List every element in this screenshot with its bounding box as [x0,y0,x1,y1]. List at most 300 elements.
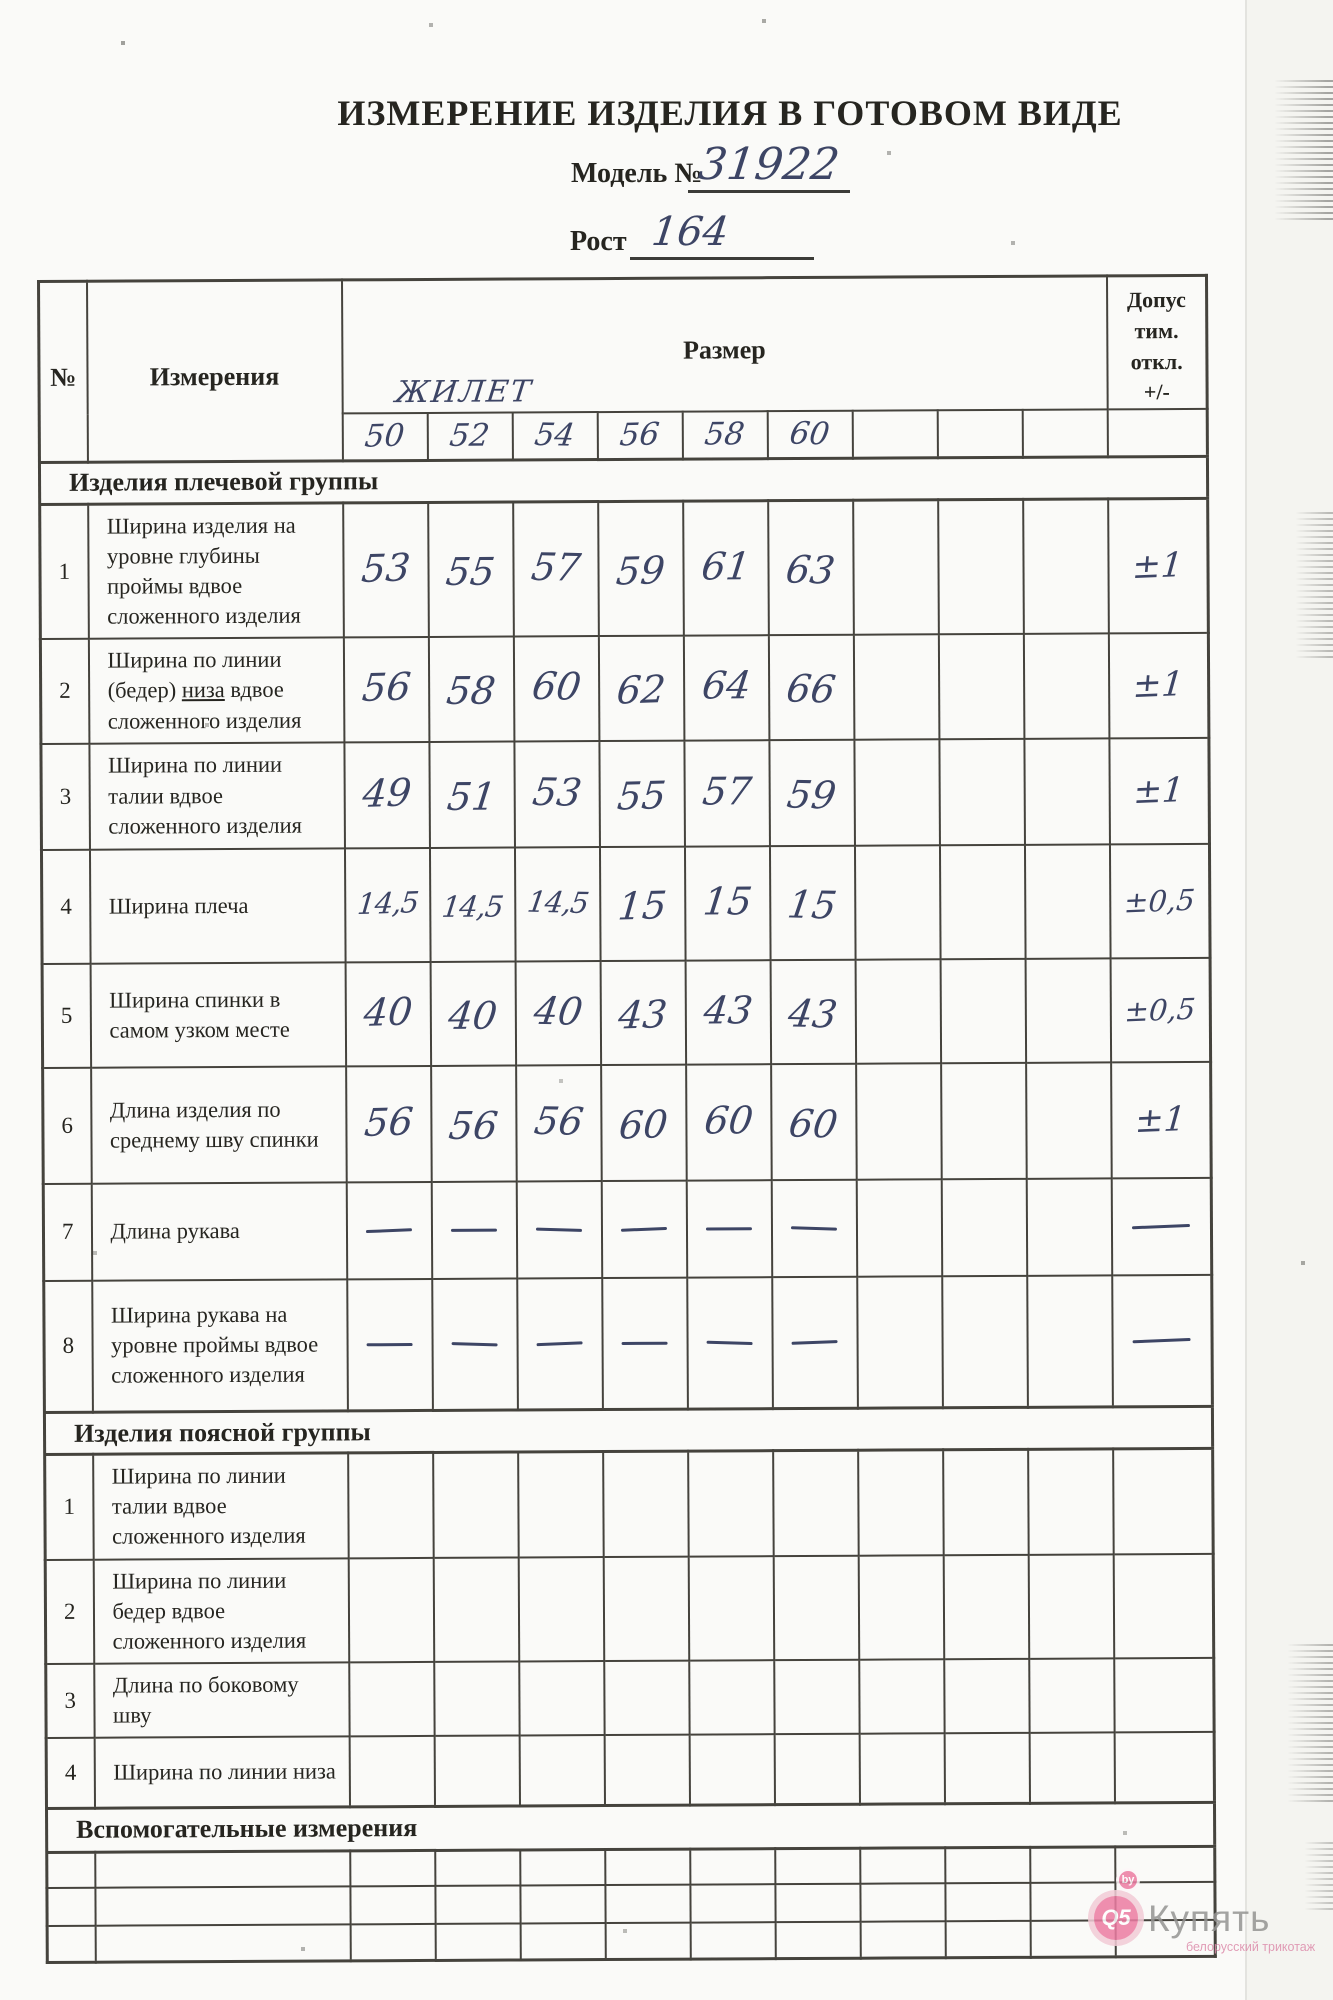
empty-value-cell [773,1555,859,1660]
tolerance-cell [1114,1732,1214,1803]
row-number: 7 [43,1183,92,1280]
empty-value-cell [603,1451,689,1556]
measurement-value-cell [517,1278,603,1410]
measurement-label [92,1279,348,1412]
empty-value-cell [854,845,940,959]
size-header-label: Размер [682,334,766,365]
size-value-handwritten: 54 [532,417,578,455]
measurement-label-text: Длина рукава [110,1218,240,1244]
empty-value-cell [688,1556,774,1661]
measurement-value-cell [428,502,514,638]
row-number: 2 [40,639,89,744]
row-number [47,1926,95,1962]
empty-value-cell [1027,1275,1113,1407]
measurement-label-text: Длина изделия по среднему шву спинки [109,1096,319,1153]
measurement-value-cell [346,1182,432,1279]
empty-value-cell [1030,1847,1115,1883]
size-empty-cell [1022,410,1107,457]
size-value-handwritten: 50 [363,417,407,456]
tolerance-cell [1108,498,1209,634]
measurement-value-cell [687,1277,773,1409]
dash-mark-handwritten [536,1228,582,1232]
empty-value-cell [349,1662,434,1737]
dash-mark-handwritten [707,1341,753,1345]
empty-value-cell [435,1886,520,1924]
measurement-value-cell [344,742,430,848]
measurement-value-cell [513,501,599,637]
section-header-row [39,456,1207,504]
dash-mark-handwritten [366,1228,412,1233]
empty-value-cell [856,1063,942,1179]
empty-value-cell [945,1847,1030,1883]
dash-mark-handwritten [367,1343,413,1346]
measurement-row [47,1920,1215,1962]
empty-value-cell [690,1884,775,1922]
tolerance-value-handwritten: ±0,5 [1122,882,1197,920]
measurement-label-text: Ширина по линии талии вдвое сложенного изделия [107,752,303,839]
measurement-row [43,1178,1212,1281]
dash-mark-handwritten [622,1342,668,1345]
measurement-label [93,1558,349,1664]
empty-value-cell [435,1924,520,1960]
empty-value-cell [349,1736,434,1806]
measurement-row [42,958,1211,1068]
tolerance-value-handwritten: ±0,5 [1123,991,1197,1029]
empty-value-cell [605,1849,690,1885]
empty-value-cell [689,1734,774,1804]
measurement-value-handwritten: 59 [784,772,839,818]
measurement-label-text: Ширина по линии бедер вдвое сложенного изделия [112,1567,307,1654]
measurement-label-text: Ширина изделия на уровне глубины проймы вдвое сложенного изделия [106,512,301,629]
empty-value-cell [854,739,940,845]
section-title: Вспомогательные измерения [47,1802,1215,1852]
tolerance-header-line: +/- [1143,379,1170,405]
height-label: Рост [570,226,627,257]
measurement-value-handwritten: 14,5 [355,884,420,921]
size-empty-cell [852,410,937,457]
dash-mark-handwritten [621,1227,667,1232]
measurement-value-cell [684,740,770,846]
empty-value-cell [853,499,939,635]
measurement-label [90,962,346,1067]
empty-value-cell [1029,1733,1114,1803]
measurement-value-handwritten: 56 [531,1098,586,1144]
empty-value-cell [689,1660,774,1735]
measurement-value-cell [516,1065,602,1181]
empty-value-cell [774,1660,859,1735]
dash-mark-handwritten [706,1227,752,1230]
empty-value-cell [518,1452,604,1557]
measurement-value-handwritten: 60 [785,1101,841,1147]
measurement-value-handwritten: 56 [446,1103,500,1148]
empty-value-cell [941,1179,1027,1276]
empty-value-cell [775,1848,860,1884]
column-header-measurement: Измерения [87,280,343,462]
size-value-handwritten: 58 [702,416,747,453]
measurement-row [41,844,1210,964]
empty-value-cell [688,1451,774,1556]
dash-mark-handwritten [537,1342,583,1347]
measurement-label-text: Ширина плеча [108,892,249,919]
measurement-value-cell [601,1064,687,1180]
empty-value-cell [1023,634,1109,739]
empty-value-cell [434,1662,519,1737]
scan-fold-line [1245,0,1247,2000]
measurement-value-handwritten: 58 [444,669,498,714]
measurement-value-handwritten: 40 [445,993,500,1038]
size-value-handwritten: 56 [618,416,662,454]
measurement-value-handwritten: 15 [700,878,755,924]
measurement-value-cell [686,1064,772,1180]
measurement-value-cell [602,1277,688,1409]
measurement-value-handwritten: 43 [785,991,840,1037]
dash-mark-handwritten [1132,1224,1190,1229]
measurement-label [89,848,345,963]
empty-value-cell [520,1923,605,1959]
q5-logo-text: Q5 [1094,1896,1138,1940]
tolerance-cell [1110,958,1211,1063]
size-value-handwritten: 60 [787,415,833,453]
empty-value-cell [860,1922,945,1958]
measurement-label [95,1925,350,1962]
measurement-value-cell [683,500,769,636]
measurement-row [43,1062,1212,1184]
empty-value-cell [1028,1554,1114,1659]
empty-value-cell [519,1661,604,1736]
measurement-value-handwritten: 62 [614,667,668,714]
column-header-tolerance [1107,275,1208,409]
measurement-value-handwritten: 57 [528,544,584,590]
row-number [47,1888,95,1926]
empty-value-cell [1024,844,1110,958]
tolerance-cell [1113,1553,1214,1658]
measurement-value-handwritten: 57 [700,768,754,814]
measurement-value-cell [599,740,685,846]
empty-value-cell [520,1885,605,1923]
measurement-value-cell [431,1181,517,1278]
measurement-value-handwritten: 15 [615,882,669,929]
height-fill-line [630,208,814,260]
measurement-label-text: Ширина по линии (бедер) [107,646,282,704]
empty-value-cell [433,1452,519,1557]
measurement-value-cell [686,1180,772,1277]
row-number: 5 [42,963,91,1067]
empty-value-cell [1024,738,1110,844]
empty-value-cell [433,1557,519,1662]
row-number: 4 [41,849,90,963]
measurement-value-cell [599,846,685,960]
empty-value-cell [348,1558,434,1663]
dash-mark-handwritten [791,1226,837,1230]
measurement-value-cell [344,848,430,962]
row-number: 1 [45,1454,94,1559]
measurement-value-cell [769,845,855,959]
measurement-value-cell [685,960,771,1064]
empty-value-cell [605,1923,690,1959]
q5-logo-icon [1088,1890,1144,1946]
row-number: 4 [46,1738,94,1808]
row-number: 3 [41,743,90,849]
empty-value-cell [348,1453,434,1558]
tolerance-value-handwritten: ±1 [1130,545,1185,588]
measurement-value-cell [514,741,600,847]
measurement-label [88,503,344,639]
measurement-value-cell [772,1276,858,1408]
empty-value-cell [859,1734,944,1804]
measurement-value-cell [516,1181,602,1278]
tolerance-cell [1112,1275,1213,1408]
empty-value-cell [942,1276,1028,1408]
measurement-value-handwritten: 43 [616,991,669,1038]
measurement-value-handwritten: 51 [444,774,499,819]
measurement-label [93,1453,349,1559]
empty-value-cell [603,1556,689,1661]
size-value-handwritten: 52 [447,418,492,455]
size-value-cell [427,413,512,460]
measurement-row [46,1658,1214,1738]
empty-value-cell [1028,1449,1114,1554]
dash-mark-handwritten [451,1229,497,1232]
empty-value-cell [774,1734,859,1804]
empty-value-cell [945,1883,1030,1921]
size-value-cell [597,412,682,459]
brand-tagline: белорусский трикотаж [1186,1940,1316,1954]
empty-value-cell [350,1850,435,1886]
measurement-value-cell [431,1065,517,1181]
measurement-row [47,1846,1215,1888]
empty-value-cell [690,1848,775,1884]
empty-value-cell [435,1850,520,1886]
measurement-value-handwritten: 53 [359,545,412,591]
measurement-value-handwritten: 55 [443,549,498,594]
measurement-value-cell [347,1279,433,1411]
tolerance-cell [1111,1178,1212,1276]
measurement-label [91,1066,347,1183]
dash-mark-handwritten [452,1342,498,1346]
tolerance-header-line: тим. [1134,317,1179,344]
measurement-value-handwritten: 60 [701,1097,756,1143]
empty-value-cell [943,1450,1029,1555]
empty-value-cell [939,739,1025,845]
measurement-value-cell [770,959,856,1063]
tolerance-value-handwritten: ±1 [1133,1098,1188,1141]
model-number-fill-line [688,140,850,193]
measurement-value-cell [432,1278,518,1410]
scan-smudge [1285,1642,1333,1802]
scan-specks [0,0,2,2]
size-empty-cell [937,410,1022,457]
model-label: Модель № [571,158,703,189]
empty-value-cell [856,1179,942,1276]
empty-value-cell [350,1886,435,1924]
model-number-handwritten: 31922 [695,139,843,190]
empty-value-cell [860,1848,945,1884]
empty-value-cell [690,1922,775,1958]
size-value-cell [342,413,427,460]
empty-value-cell [944,1733,1029,1803]
measurement-row [45,1553,1214,1664]
dash-mark-handwritten [1133,1338,1191,1343]
empty-value-cell [1029,1658,1114,1733]
measurement-value-handwritten: 60 [529,664,584,710]
measurement-label-text: Ширина по линии талии вдвое сложенного изделия [111,1462,306,1550]
measurement-label [91,1182,347,1280]
row-number: 6 [43,1067,92,1183]
measurement-label-text: низа [181,677,225,703]
measurement-value-cell [771,1063,857,1179]
page-title: ИЗМЕРЕНИЕ ИЗДЕЛИЯ В ГОТОВОМ ВИДЕ [337,93,1123,133]
tolerance-sub-cell [1107,409,1207,457]
empty-value-cell [775,1884,860,1922]
measurement-value-handwritten: 49 [360,770,414,816]
measurement-value-cell [768,500,854,636]
measurement-value-handwritten: 14,5 [439,889,505,924]
measurement-row [40,633,1209,744]
measurement-label-text: Длина по боковому шву [112,1671,299,1728]
measurement-value-cell [430,961,516,1065]
measurement-label [94,1662,349,1738]
measurement-value-handwritten: 55 [615,772,668,819]
empty-value-cell [1025,958,1111,1062]
section-header-row [47,1802,1215,1852]
empty-value-cell [938,634,1024,739]
measurement-label-text: Ширина по линии низа [113,1758,336,1785]
measurement-value-handwritten: 63 [782,547,838,593]
empty-value-cell [938,499,1024,635]
measurement-value-cell [514,847,600,961]
measurement-label [89,742,345,849]
empty-value-cell [860,1884,945,1922]
measurement-label [95,1887,350,1926]
section-title: Изделия поясной группы [44,1407,1212,1455]
measurement-label [94,1737,349,1808]
measurement-row [41,738,1210,850]
empty-value-cell [519,1735,604,1805]
measurement-value-handwritten: 43 [701,987,755,1033]
measurement-value-handwritten: 40 [361,989,415,1035]
measurement-label-text: Ширина спинки в самом узком месте [109,986,290,1043]
scan-smudge [1271,78,1333,220]
empty-value-cell [773,1450,859,1555]
tolerance-cell [1111,1062,1212,1179]
measurement-table [37,274,1217,1964]
measurement-value-cell [771,1179,857,1276]
row-number [47,1852,95,1888]
measurement-value-cell [768,635,854,740]
measurement-value-cell [429,847,515,961]
row-number: 1 [40,504,89,639]
scan-smudge [1303,1840,1333,1910]
empty-value-cell [940,959,1026,1063]
measurement-value-handwritten: 15 [784,882,840,928]
height-value-handwritten: 164 [649,209,732,255]
empty-value-cell [944,1659,1029,1734]
empty-value-cell [941,1063,1027,1179]
measurement-value-cell [600,960,686,1064]
measurement-label-text: вдвое сложенного изделия [107,677,302,734]
column-header-size [342,276,1108,414]
empty-value-cell [434,1736,519,1806]
column-header-number: № [39,281,88,462]
empty-value-cell [1026,1178,1112,1275]
empty-value-cell [775,1922,860,1958]
size-value-cell [767,411,852,458]
empty-value-cell [858,1555,944,1660]
measurement-label [88,638,344,744]
empty-value-cell [1026,1062,1112,1178]
brand-name: Купять [1148,1898,1271,1939]
measurement-value-handwritten: 59 [614,548,667,594]
empty-value-cell [945,1921,1030,1957]
empty-value-cell [853,635,939,740]
measurement-value-cell [513,636,599,741]
row-number: 3 [46,1664,94,1739]
measurement-value-cell [598,636,684,741]
empty-value-cell [943,1554,1029,1659]
dash-mark-handwritten [792,1340,838,1345]
measurement-value-handwritten: 66 [783,666,839,712]
tolerance-cell [1109,844,1210,959]
measurement-row [47,1882,1215,1926]
measurement-value-cell [598,501,684,637]
empty-value-cell [605,1885,690,1923]
tolerance-header-line: откл. [1130,348,1183,374]
measurement-value-cell [346,1066,432,1182]
empty-value-cell [939,845,1025,959]
measurement-value-handwritten: 40 [530,988,586,1034]
tolerance-cell [1113,1449,1214,1554]
measurement-value-handwritten: 53 [529,769,585,815]
empty-value-cell [855,959,941,1063]
row-number: 2 [45,1559,94,1664]
tolerance-value-handwritten: ±1 [1131,664,1186,707]
measurement-value-cell [343,502,429,638]
measurement-value-cell [515,961,601,1065]
measurement-value-handwritten: 14,5 [524,884,591,920]
measurement-label-text: Ширина рукава на уровне проймы вдвое сложенного изделия [110,1301,319,1389]
measurement-value-cell [345,962,431,1066]
empty-value-cell [604,1661,689,1736]
empty-value-cell [350,1924,435,1960]
tolerance-cell [1108,633,1209,738]
empty-value-cell [859,1659,944,1734]
empty-value-cell [857,1276,943,1408]
empty-value-cell [520,1849,605,1885]
measurement-value-handwritten: 61 [698,544,753,589]
measurement-value-handwritten: 56 [360,664,413,711]
empty-value-cell [1023,499,1109,635]
size-value-cell [682,411,767,458]
measurement-value-cell [684,846,770,960]
tolerance-cell [1114,1658,1214,1733]
measurement-value-cell [601,1180,687,1277]
section-header-row [44,1407,1212,1455]
row-number: 8 [44,1280,93,1412]
garment-note-handwritten: ЖИЛЕТ [393,374,534,411]
measurement-value-cell [429,741,515,847]
measurement-value-handwritten: 60 [617,1101,670,1148]
measurement-row [45,1449,1214,1560]
empty-value-cell [518,1557,604,1662]
measurement-row [44,1275,1213,1413]
measurement-value-cell [683,635,769,740]
scan-smudge [1293,508,1333,658]
by-domain-badge: by [1116,1868,1140,1892]
measurement-row [40,498,1209,639]
measurement-value-cell [428,637,514,742]
measurement-value-cell [343,637,429,742]
tolerance-header-line: Допус [1126,286,1186,313]
